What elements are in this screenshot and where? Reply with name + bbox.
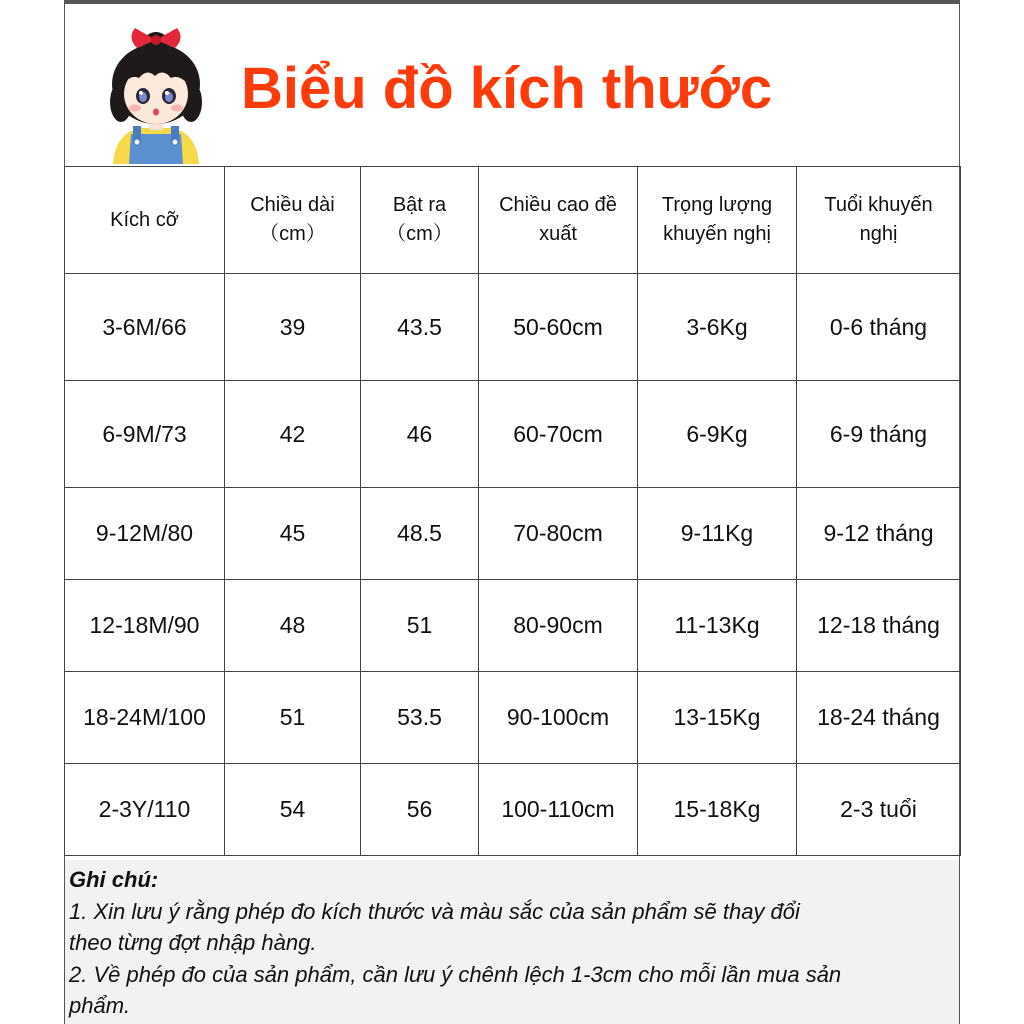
cell-size: 2-3Y/110 bbox=[65, 764, 225, 856]
table-row bbox=[65, 381, 961, 488]
cell-weight: 9-11Kg bbox=[638, 488, 797, 580]
header-length: Chiều dài （cm） bbox=[225, 167, 361, 274]
cell-length: 51 bbox=[225, 672, 361, 764]
cell-size: 3-6M/66 bbox=[65, 274, 225, 381]
cell-weight: 15-18Kg bbox=[638, 764, 797, 856]
note-line: phẩm. bbox=[69, 993, 131, 1018]
cell-width: 48.5 bbox=[361, 488, 479, 580]
cell-width: 51 bbox=[361, 580, 479, 672]
cell-age: 2-3 tuổi bbox=[797, 764, 961, 856]
cartoon-girl-with-red-bow-icon bbox=[91, 22, 221, 164]
cell-width: 53.5 bbox=[361, 672, 479, 764]
header-recommended-weight: Trọng lượng khuyến nghị bbox=[638, 167, 797, 274]
header-recommended-height: Chiều cao đề xuất bbox=[479, 167, 638, 274]
cell-weight: 3-6Kg bbox=[638, 274, 797, 381]
cell-size: 12-18M/90 bbox=[65, 580, 225, 672]
header bbox=[65, 4, 959, 167]
cell-weight: 6-9Kg bbox=[638, 381, 797, 488]
cell-weight: 11-13Kg bbox=[638, 580, 797, 672]
table-row bbox=[65, 672, 961, 764]
cell-size: 9-12M/80 bbox=[65, 488, 225, 580]
notes-section bbox=[65, 860, 959, 1024]
cell-width: 46 bbox=[361, 381, 479, 488]
header-width: Bật ra （cm） bbox=[361, 167, 479, 274]
table-row bbox=[65, 488, 961, 580]
cell-age: 12-18 tháng bbox=[797, 580, 961, 672]
cell-length: 48 bbox=[225, 580, 361, 672]
note-line: 1. Xin lưu ý rằng phép đo kích thước và màu sắc của sản phẩm sẽ thay đổi bbox=[69, 898, 800, 924]
table-header-row bbox=[65, 167, 961, 274]
cell-length: 45 bbox=[225, 488, 361, 580]
notes-title: Ghi chú: bbox=[69, 867, 159, 892]
cell-age: 6-9 tháng bbox=[797, 381, 961, 488]
cell-length: 54 bbox=[225, 764, 361, 856]
note-line: 2. Về phép đo của sản phẩm, cần lưu ý chênh lệch 1-3cm cho mỗi lần mua sản bbox=[69, 961, 842, 987]
cell-size: 18-24M/100 bbox=[65, 672, 225, 764]
table-row bbox=[65, 764, 961, 856]
header-size: Kích cỡ bbox=[65, 167, 225, 274]
cell-age: 9-12 tháng bbox=[797, 488, 961, 580]
cell-weight: 13-15Kg bbox=[638, 672, 797, 764]
cell-height: 80-90cm bbox=[479, 580, 638, 672]
cell-age: 0-6 tháng bbox=[797, 274, 961, 381]
header-recommended-age: Tuổi khuyến nghị bbox=[797, 167, 961, 274]
cell-height: 70-80cm bbox=[479, 488, 638, 580]
table-row bbox=[65, 274, 961, 381]
cell-age: 18-24 tháng bbox=[797, 672, 961, 764]
size-table bbox=[64, 166, 961, 856]
cell-size: 6-9M/73 bbox=[65, 381, 225, 488]
cell-height: 90-100cm bbox=[479, 672, 638, 764]
cell-width: 56 bbox=[361, 764, 479, 856]
cell-height: 100-110cm bbox=[479, 764, 638, 856]
cell-length: 42 bbox=[225, 381, 361, 488]
cell-length: 39 bbox=[225, 274, 361, 381]
cell-height: 60-70cm bbox=[479, 381, 638, 488]
table-row bbox=[65, 580, 961, 672]
page-title: Biểu đồ kích thước bbox=[241, 56, 773, 121]
cell-height: 50-60cm bbox=[479, 274, 638, 381]
cell-width: 43.5 bbox=[361, 274, 479, 381]
note-line: theo từng đợt nhập hàng. bbox=[69, 930, 317, 955]
